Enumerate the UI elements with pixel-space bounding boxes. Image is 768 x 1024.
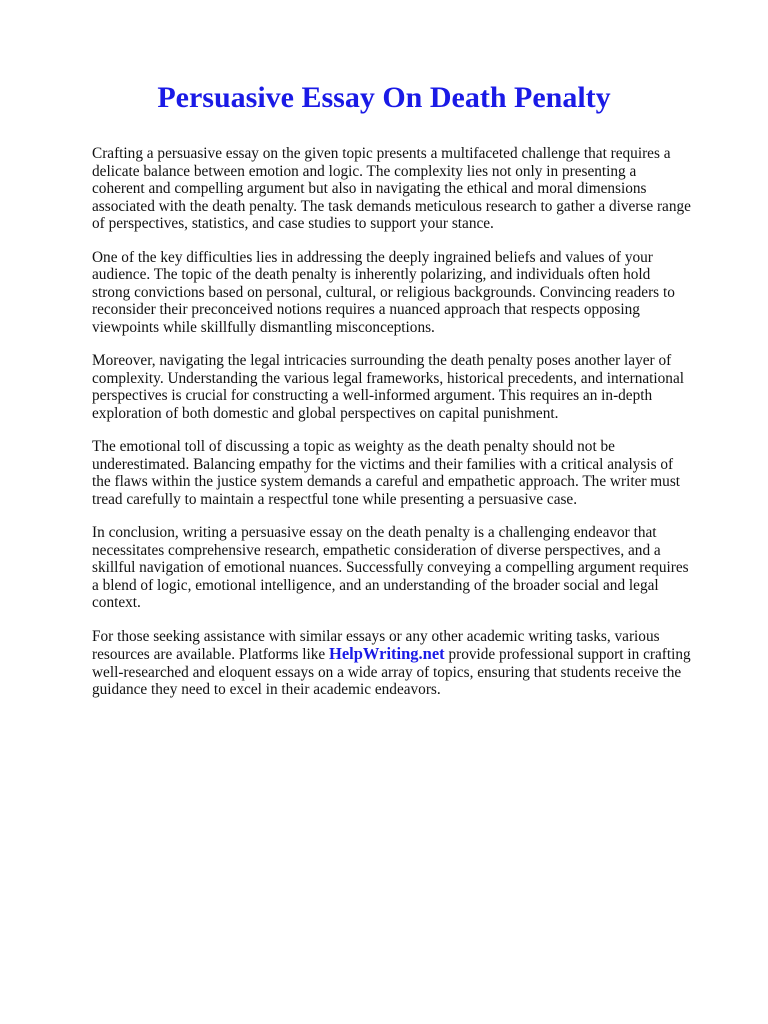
helpwriting-link[interactable]: HelpWriting.net <box>329 644 445 663</box>
paragraph-6-after-link: provide professional support in crafting well-researched and eloquent essays on a wide array of topics, ensuring that students receive the guidance they need to excel in their academic endeavors. <box>92 646 691 698</box>
paragraph-6-before-link: For those seeking assistance with similar essays or any other academic writing tasks, various resources are available. Platforms like <box>92 627 660 663</box>
paragraph-2: One of the key difficulties lies in addressing the deeply ingrained beliefs and values of your audience. The topic of the death penalty is inherently polarizing, and individuals often hold strong convictions based on personal, cultural, or religious backgrounds. Convincing readers to reconsider their preconceived notions requires a nuanced approach that respects opposing viewpoints while skillfully dismantling misconceptions. <box>92 248 675 336</box>
paragraph-4: The emotional toll of discussing a topic as weighty as the death penalty should not be underestimated. Balancing empathy for the victims and their families with a critical analysis of the flaws within the justice system demands a careful and empathetic approach. The writer must tread carefully to maintain a respectful tone while presenting a persuasive case. <box>92 438 681 508</box>
paragraph-1: Crafting a persuasive essay on the given topic presents a multifaceted challenge that requires a delicate balance between emotion and logic. The complexity lies not only in presenting a coherent and compelling argument but also in navigating the ethical and moral dimensions associated with the death penalty. The task demands meticulous research to gather a diverse range of perspectives, statistics, and case studies to support your stance. <box>92 145 691 232</box>
page-title: Persuasive Essay On Death Penalty <box>157 81 611 114</box>
paragraph-6 <box>92 628 692 699</box>
paragraph-5: In conclusion, writing a persuasive essay on the death penalty is a challenging endeavor that necessitates comprehensive research, empathetic consideration of diverse perspectives, and a skillful navigation of emotional nuances. Successfully conveying a compelling argument requires a blend of logic, emotional intelligence, and an understanding of the broader social and legal context. <box>92 524 689 611</box>
paragraph-3: Moreover, navigating the legal intricacies surrounding the death penalty poses another layer of complexity. Understanding the various legal frameworks, historical precedents, and international perspectives is crucial for constructing a well-informed argument. This requires an in-depth exploration of both domestic and global perspectives on capital punishment. <box>92 352 684 422</box>
essay-body <box>92 145 692 715</box>
